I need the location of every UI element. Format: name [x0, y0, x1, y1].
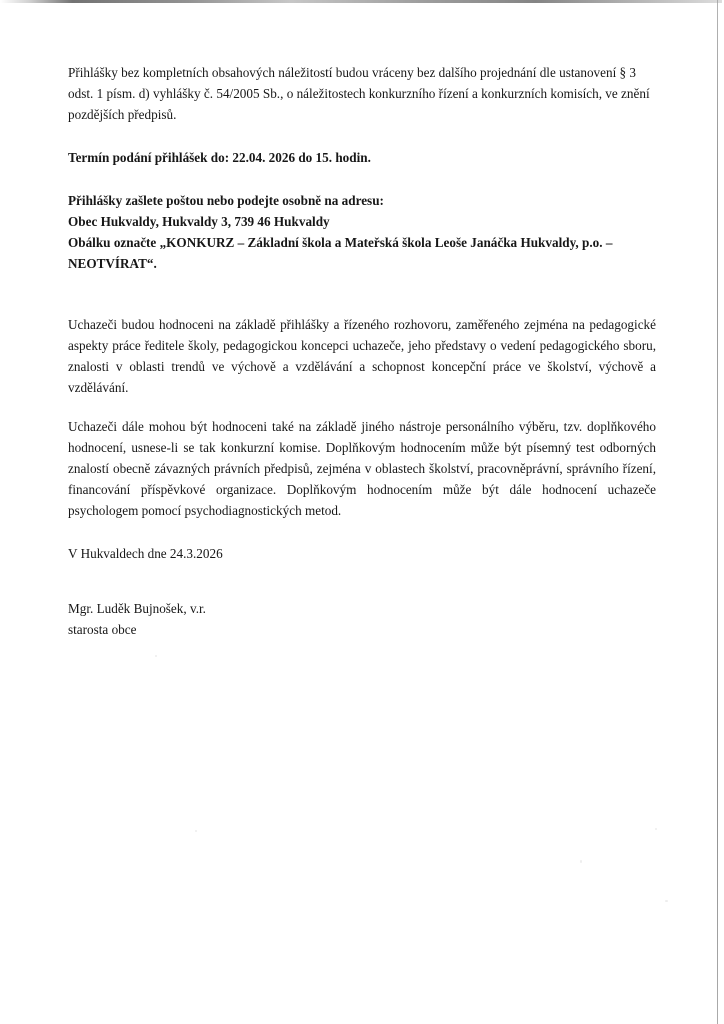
paragraph-evaluation-criteria: Uchazeči budou hodnoceni na základě přihlášky a řízeného rozhovoru, zaměřeného zejména na pedagogické aspekty práce ředitele školy, pedagogickou koncepci uchazeče, jeho představy o vedení pedagogického sboru, znalosti v oblasti trendů ve výchově a vzdělávání a schopnost koncepční práce ve školství, výchově a vzdělávání. [68, 317, 656, 395]
paragraph-incomplete-applications: Přihlášky bez kompletních obsahových náležitostí budou vráceny bez dalšího projednání dle ustanovení § 3 odst. 1 písm. d) vyhlášky č. 54/2005 Sb., o náležitostech konkurzního řízení a konkurzních komisích, ve znění pozdějších předpisů. [68, 65, 650, 122]
deadline-line: Termín podání přihlášek do: 22.04. 2026 do 15. hodin. [68, 150, 371, 165]
address-line: Obec Hukvaldy, Hukvaldy 3, 739 46 Hukvaldy [68, 214, 330, 229]
envelope-marking-note: Obálku označte „KONKURZ – Základní škola a Mateřská škola Leoše Janáčka Hukvaldy, p.o. – NEOTVÍRAT“. [68, 235, 613, 271]
spacer [68, 125, 656, 147]
scan-speck [580, 860, 582, 863]
address-intro-line: Přihlášky zašlete poštou nebo podejte osobně na adresu: [68, 193, 384, 208]
signatory-title: starosta obce [68, 622, 137, 637]
spacer [68, 274, 656, 314]
place-and-date: V Hukvaldech dne 24.3.2026 [68, 546, 223, 561]
scan-edge-top-artifact [0, 0, 724, 3]
signatory-name: Mgr. Luděk Bujnošek, v.r. [68, 601, 206, 616]
scan-speck [655, 828, 657, 830]
spacer [68, 521, 656, 543]
document-body [68, 62, 656, 640]
scan-edge-right-artifact [717, 0, 718, 1024]
spacer [68, 564, 656, 598]
spacer [68, 398, 656, 416]
spacer [68, 168, 656, 190]
scan-speck [155, 655, 157, 657]
signature-block [68, 598, 656, 640]
scan-speck [195, 830, 197, 832]
scan-speck [665, 900, 668, 902]
paragraph-supplementary-evaluation: Uchazeči dále mohou být hodnoceni také na základě jiného nástroje personálního výběru, tzv. doplňkového hodnocení, usnese-li se tak konkurzní komise. Doplňkovým hodnocením může být písemný test odborných znalostí obecně závazných právních předpisů, zejména v oblastech školství, pracovněprávní, správního řízení, financování příspěvkové organizace. Doplňkovým hodnocením může být dále hodnocení uchazeče psychologem pomocí psychodiagnostických metod. [68, 419, 656, 518]
